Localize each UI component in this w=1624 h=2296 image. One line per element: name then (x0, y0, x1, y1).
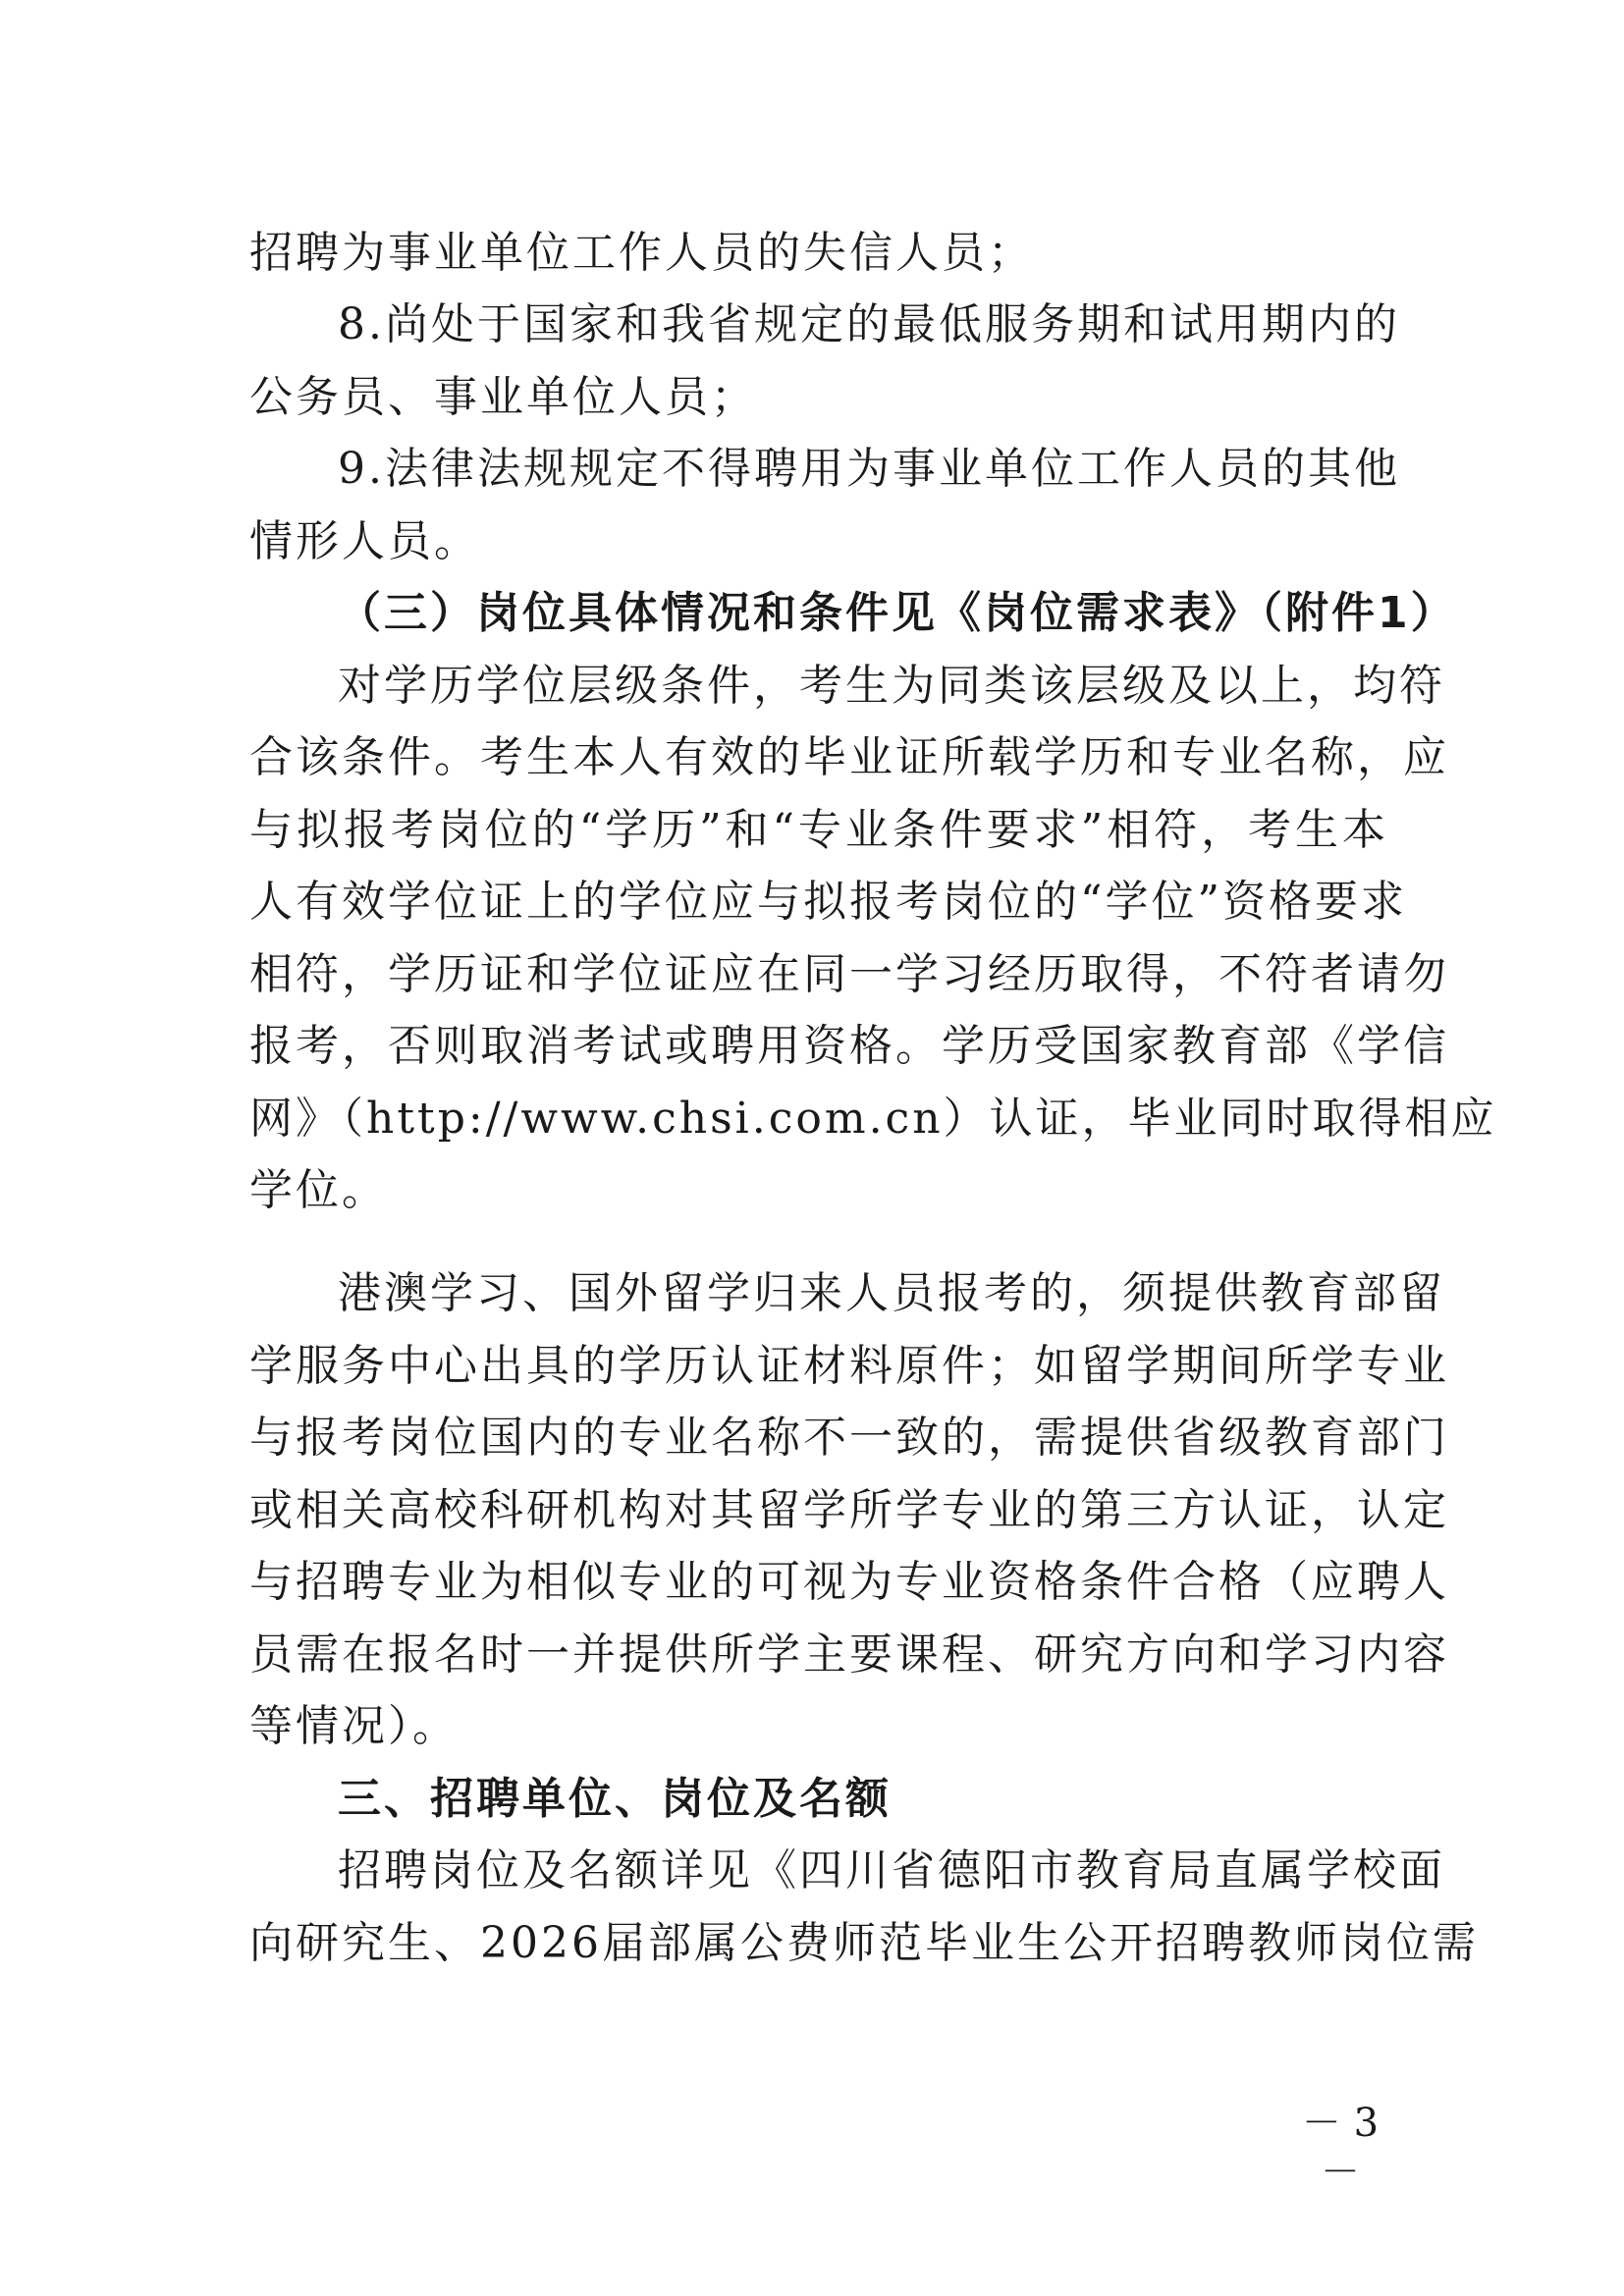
page-number: － 3 － (1301, 2101, 1380, 2195)
paragraph-line: 招聘为事业单位工作人员的失信人员； (249, 228, 1034, 278)
section-heading: （三）岗位具体情况和条件见《岗位需求表》（附件1） (338, 588, 1457, 638)
paragraph-line: 与报考岗位国内的专业名称不一致的，需提供省级教育部门 (249, 1413, 1449, 1463)
paragraph-line: 与招聘专业为相似专业的可视为专业资格条件合格（应聘人 (249, 1557, 1449, 1607)
paragraph-line: 9.法律法规规定不得聘用为事业单位工作人员的其他 (338, 444, 1400, 494)
paragraph-line: 相符，学历证和学位证应在同一学习经历取得，不符者请勿 (249, 949, 1449, 999)
section-heading: 三、招聘单位、岗位及名额 (338, 1774, 892, 1824)
paragraph-line: 或相关高校科研机构对其留学所学专业的第三方认证，认定 (249, 1485, 1449, 1535)
paragraph-line: 报考，否则取消考试或聘用资格。学历受国家教育部《学信 (249, 1021, 1449, 1071)
paragraph-line: 招聘岗位及名额详见《四川省德阳市教育局直属学校面 (338, 1845, 1445, 1896)
paragraph-line: 公务员、事业单位人员； (249, 372, 757, 422)
paragraph-line: 对学历学位层级条件，考生为同类该层级及以上，均符 (338, 661, 1445, 711)
paragraph-line: 情形人员。 (249, 516, 480, 566)
paragraph-line: 与拟报考岗位的“学历”和“专业条件要求”相符，考生本 (249, 805, 1388, 855)
paragraph-line: 学位。 (249, 1165, 388, 1215)
paragraph-line: 港澳学习、国外留学归来人员报考的，须提供教育部留 (338, 1268, 1445, 1318)
paragraph-line: 员需在报名时一并提供所学主要课程、研究方向和学习内容 (249, 1629, 1449, 1680)
paragraph-line: 合该条件。考生本人有效的毕业证所载学历和专业名称，应 (249, 732, 1449, 782)
paragraph-line: 等情况）。 (249, 1701, 459, 1751)
paragraph-line: 8.尚处于国家和我省规定的最低服务期和试用期内的 (338, 299, 1400, 349)
paragraph-line: 网》（http://www.chsi.com.cn）认证，毕业同时取得相应 (249, 1094, 1497, 1144)
paragraph-line: 向研究生、2026届部属公费师范毕业生公开招聘教师岗位需 (249, 1918, 1479, 1968)
paragraph-line: 人有效学位证上的学位应与拟报考岗位的“学位”资格要求 (249, 877, 1407, 927)
paragraph-line: 学服务中心出具的学历认证材料原件；如留学期间所学专业 (249, 1341, 1449, 1391)
